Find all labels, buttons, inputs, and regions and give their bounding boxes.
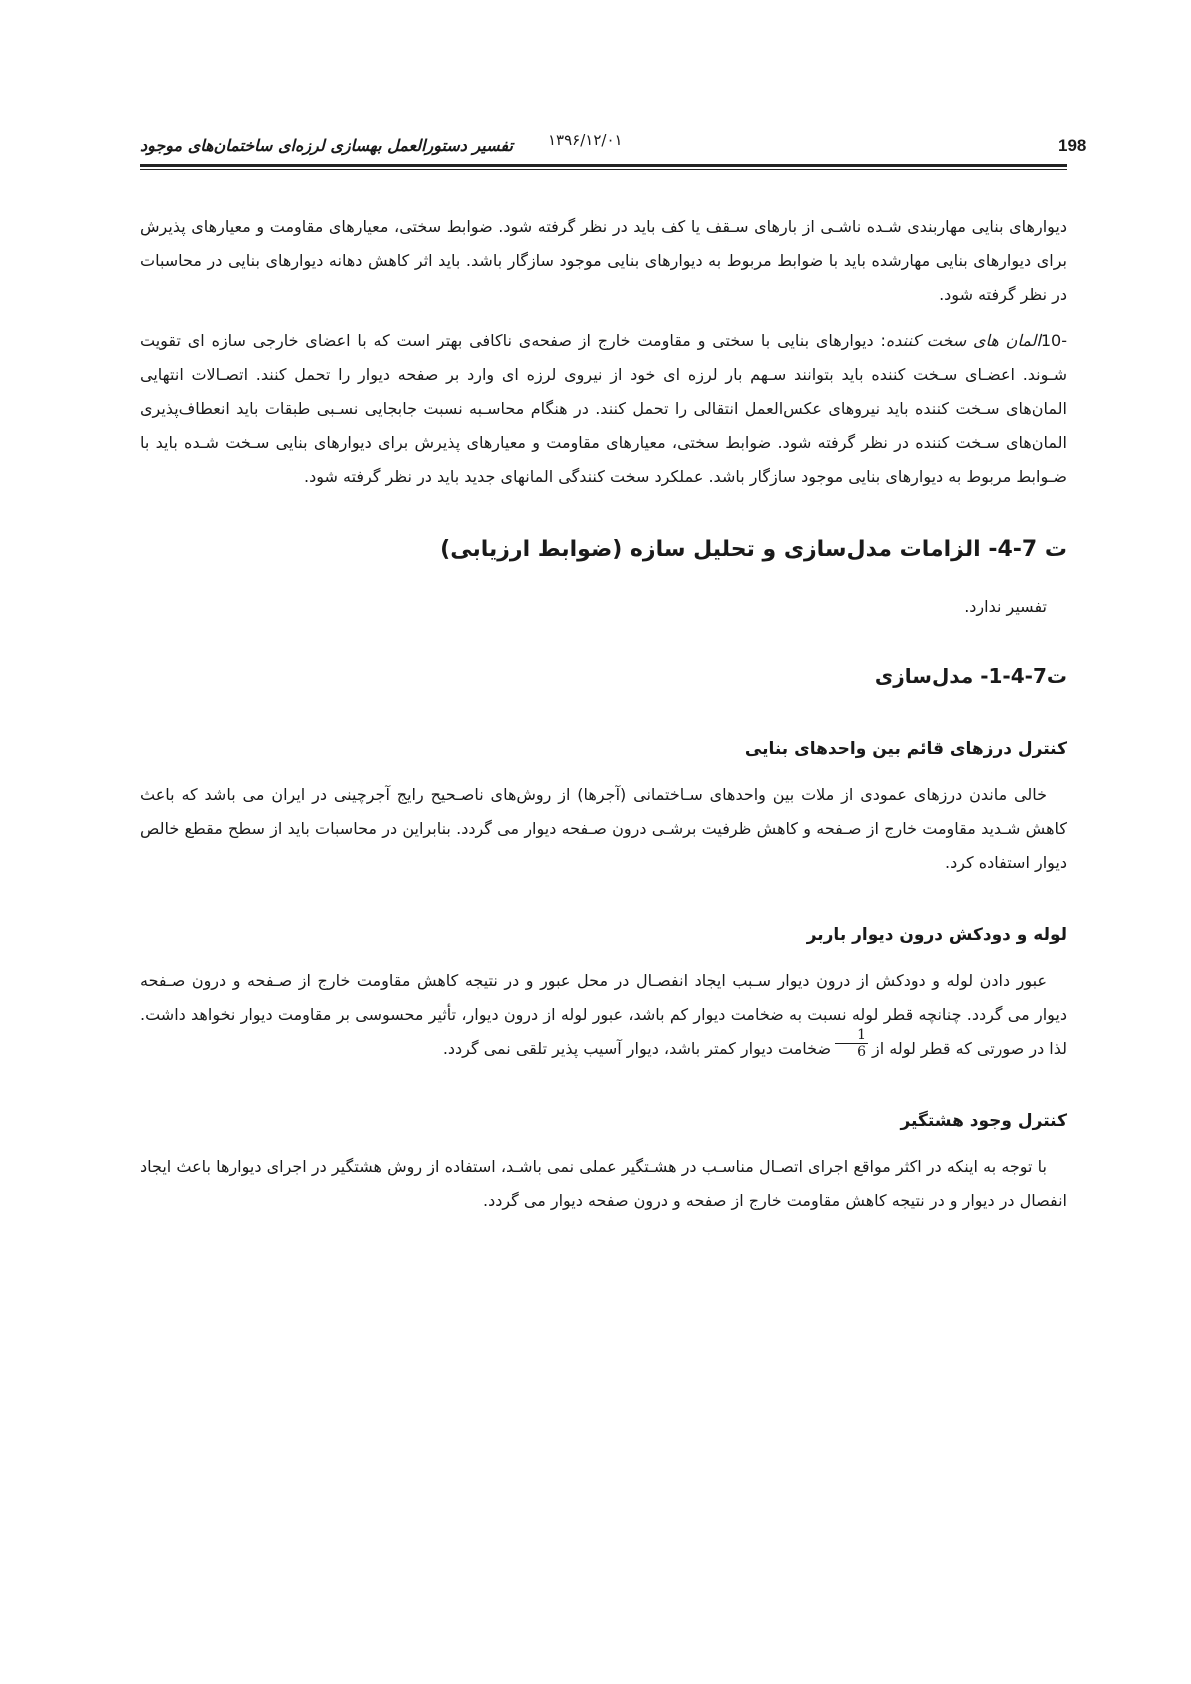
fraction-numerator: 1 [835, 1027, 868, 1044]
paragraph-pipes-text-a: عبور دادن لوله و دودکش از درون دیوار سـبب ایجاد انفصـال در محل عبور و در نتیجه کاهش مقاومت خارج از صـفحه و درون صـفحه دیوار می گردد. چنانچه قطر لوله نسبت به ضخامت دیوار کم باشد، عبور لوله از درون دیوار، تأثیر محسوسی بر مقاومت دیوار نخواهد داشت. لذا در صورتی که قطر لوله از [140, 971, 1067, 1058]
list-item-10 [140, 324, 1067, 494]
page-header [140, 120, 1087, 170]
subsection-title-vertical-joints: کنترل درزهای قائم بین واحدهای بنایی [744, 739, 1067, 759]
header-date: ۱۳۹۶/۱۲/۰۱ [548, 131, 623, 149]
page-content [140, 210, 1067, 1218]
header-title: تفسیر دستورالعمل بهسازی لرزه‌ای ساختمان‌های موجود [140, 136, 513, 155]
subsection-title-toothing: کنترل وجود هشتگیر [900, 1111, 1067, 1131]
paragraph-pipes-text-b: ضخامت دیوار کمتر باشد، دیوار آسیب پذیر تلقی نمی گردد. [442, 1039, 832, 1058]
list-item-term: المان های سخت کننده [885, 331, 1041, 350]
list-item-text: : دیوارهای بنایی با سختی و مقاومت خارج از صفحه‌ی ناکافی بهتر است که با اعضای خارجی سازه ای تقویت شـوند. اعضـای سـخت کننده باید بتوانند سـهم بار لرزه ای خود از نیروی لرزه ای وارد بر صفحه دیوار را تحمل کنند. اتصـالات انتهایی المان‌های سـخت کننده باید نیروهای عکس‌العمل انتقالی را تحمل کنند. در هنگام محاسـبه نسبت جابجایی نسـبی طبقات باید انعطاف‌پذیری المان‌های سـخت کننده در نظر گرفته شود. ضوابط سختی، معیارهای مقاومت و معیارهای پذیرش برای دیوارهای بنایی سـخت شـده باید با ضـوابط مربوط به دیوارهای بنایی موجود سازگار باشد. عملکرد سخت کنندگی المانهای جدید باید در نظر گرفته شود. [140, 331, 1067, 486]
list-item-number: 10- [1040, 331, 1067, 350]
paragraph-toothing: با توجه به اینکه در اکثر مواقع اجرای اتصـال مناسـب در هشـتگیر عملی نمی باشـد، استفاده از روش هشتگیر در اجرای دیوارها باعث ایجاد انفصال در دیوار و در نتیجه کاهش مقاومت خارج از صفحه و درون صفحه دیوار می گردد. [140, 1157, 1067, 1210]
paragraph-vertical-joints: خالی ماندن درزهای عمودی از ملات بین واحدهای سـاختمانی (آجرها) از روش‌های ناصـحیح رایج آجرچینی در ایران می باشد که باعث کاهش شـدید مقاومت خارج از صـفحه و کاهش ظرفیت برشـی درون صـفحه دیوار می گردد. بنابراین در محاسبات باید از سطح مقطع خالص دیوار استفاده کرد. [140, 785, 1067, 872]
header-rule-thick [140, 164, 1067, 167]
no-comment-note: تفسیر ندارد. [964, 597, 1047, 616]
header-rule-thin [140, 169, 1067, 170]
section-heading-main: ت 7-4- الزامات مدل‌سازی و تحلیل سازه (ضوابط ارزیابی) [440, 537, 1067, 562]
page-number: 198 [1058, 136, 1087, 155]
paragraph-braced-walls: دیوارهای بنایی مهاربندی شـده ناشـی از بارهای سـقف یا کف باید در نظر گرفته شود. ضوابط سختی، معیارهای مقاومت و معیارهای پذیرش برای دیوارهای بنایی مهارشده باید با ضوابط مربوط به دیوارهای بنایی موجود سازگار باشد. باید اثر کاهش دهانه دیوارهای بنایی در محاسبات در نظر گرفته شود. [140, 217, 1067, 304]
subsection-title-pipes: لوله و دودکش درون دیوار باربر [806, 925, 1067, 945]
paragraph-pipes [140, 964, 1067, 1066]
fraction-one-sixth [835, 1027, 868, 1060]
section-heading-modeling: ت7-4-1- مدل‌سازی [874, 664, 1067, 688]
fraction-denominator: 6 [857, 1044, 866, 1060]
